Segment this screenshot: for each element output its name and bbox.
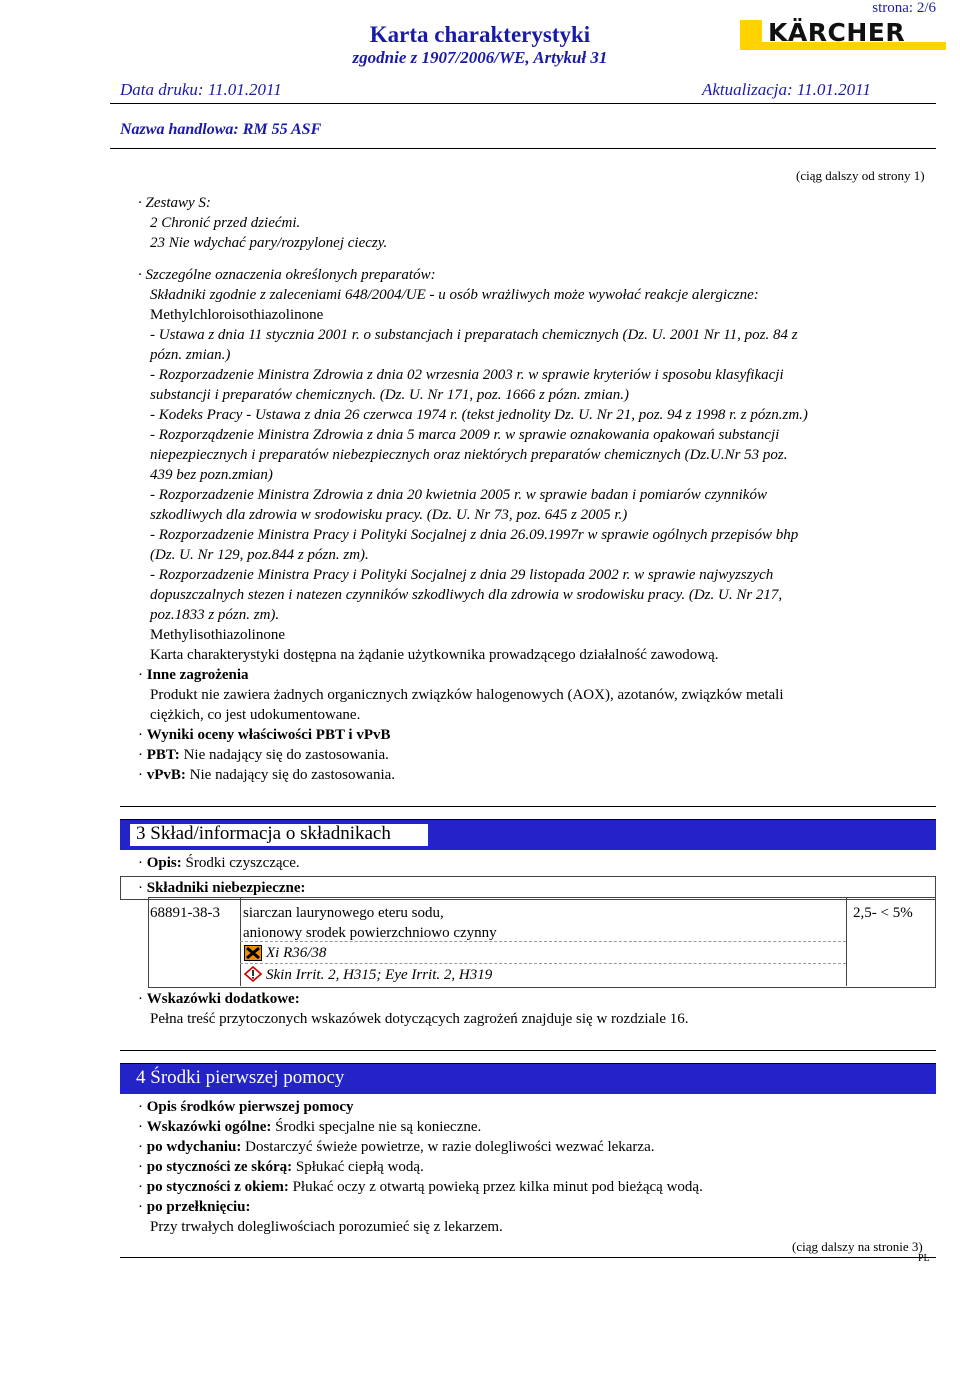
section-4-rule	[120, 1050, 936, 1051]
logo-wordmark: KÄRCHER	[768, 18, 906, 47]
other-hazards-line: ciężkich, co jest udokumentowane.	[150, 707, 361, 723]
first-aid-label: Opis środków pierwszej pomocy	[146, 1099, 354, 1115]
first-aid-heading: · Opis środków pierwszej pomocy	[138, 1099, 354, 1115]
continued-to: (ciąg dalszy na stronie 3)	[792, 1239, 923, 1254]
ingredient-name: anionowy srodek powierzchniowo czynny	[243, 925, 497, 941]
eye-label: po styczności z okiem:	[146, 1179, 289, 1195]
eye-value: Płukać oczy z otwartą powieką przez kilka minut pod bieżącą wodą.	[288, 1179, 703, 1195]
special-line: dopuszczalnych stezen i natezen czynników szkodliwych dla zdrowia w srodowisku pracy. (Dz. U. Nr 217,	[150, 587, 783, 603]
after-inhalation: · po wdychaniu: Dostarczyć świeże powietrze, w razie dolegliwości wezwać lekarza.	[138, 1139, 655, 1155]
desc-label: Opis:	[146, 855, 182, 871]
swallow-text: Przy trwałych dolegliwościach porozumieć się z lekarzem.	[150, 1219, 503, 1235]
extra-text: Pełna treść przytoczonych wskazówek dotyczących zagrożeń znajduje się w rozdziale 16.	[150, 1011, 689, 1027]
desc-value: Środki czyszczące.	[181, 855, 300, 871]
table-dashed-divider	[240, 941, 846, 942]
composition-desc: · Opis: Środki czyszczące.	[138, 855, 300, 871]
hazardous-heading: · Składniki niebezpieczne:	[138, 880, 306, 896]
special-line: pózn. zmian.)	[150, 347, 231, 363]
special-line: Karta charakterystyki dostępna na żądanie użytkownika prowadzącego działalność zawodową.	[150, 647, 719, 663]
s-set-item: 2 Chronić przed dziećmi.	[150, 215, 301, 231]
special-line: 439 bez pozn.zmian)	[150, 467, 273, 483]
other-hazards-label: Inne zagrożenia	[146, 667, 249, 683]
special-label: · Szczególne oznaczenia określonych preparatów:	[138, 267, 436, 283]
special-line: - Rozporzadzenie Ministra Pracy i Polityki Socjalnej z dnia 26.09.1997r w sprawie ogólnych przepisów bhp	[150, 527, 799, 543]
s-sets-label: · Zestawy S:	[138, 195, 211, 211]
special-line: Methylchloroisothiazolinone	[150, 307, 324, 323]
exclamation-diamond-icon	[244, 966, 262, 982]
ingredient-classification-dsd: Xi R36/38	[266, 945, 327, 961]
pbt-row: · PBT: Nie nadający się do zastosowania.	[138, 747, 389, 763]
pbt-label: PBT:	[146, 747, 180, 763]
ingredient-classification-clp: Skin Irrit. 2, H315; Eye Irrit. 2, H319	[266, 967, 493, 983]
special-line: - Ustawa z dnia 11 stycznia 2001 r. o substancjach i preparatach chemicznych (Dz. U. 2001 Nr 11, poz. 84 z	[150, 327, 798, 343]
special-line: substancji i preparatów chemicznych. (Dz. U. Nr 171, poz. 1666 z pózn. zmian.)	[150, 387, 630, 403]
ingredient-concentration: 2,5- < 5%	[853, 905, 913, 921]
inhale-label: po wdychaniu:	[146, 1139, 242, 1155]
trade-name-divider	[110, 148, 936, 149]
vpvb-value: Nie nadający się do zastosowania.	[185, 767, 396, 783]
table-col-divider	[846, 897, 847, 986]
special-line: - Rozporzadzenie Ministra Zdrowia z dnia 02 wrzesnia 2003 r. w sprawie kryteriów i sposobu klasyfikacji	[150, 367, 784, 383]
other-hazards-line: Produkt nie zawiera żadnych organicznych związków halogenowych (AOX), azotanów, związków metali	[150, 687, 784, 703]
general-value: Środki specjalne nie są konieczne.	[271, 1119, 482, 1135]
special-line: szkodliwych dla zdrowia w srodowisku pracy. (Dz. U. Nr 73, poz. 645 z 2005 r.)	[150, 507, 628, 523]
hazardous-label: Składniki niebezpieczne:	[146, 880, 306, 896]
ingredient-cas: 68891-38-3	[150, 905, 220, 921]
karcher-logo	[738, 14, 948, 62]
section-3-rule	[120, 806, 936, 807]
language-code: PL	[918, 1253, 930, 1264]
special-line: poz.1833 z pózn. zm).	[150, 607, 280, 623]
skin-value: Spłukać ciepłą wodą.	[292, 1159, 424, 1175]
footer-divider	[120, 1257, 936, 1258]
section-4-title: 4 Środki pierwszej pomocy	[136, 1067, 345, 1088]
vpvb-label: vPvB:	[146, 767, 186, 783]
special-line: (Dz. U. Nr 129, poz.844 z pózn. zm).	[150, 547, 369, 563]
extra-label: Wskazówki dodatkowe:	[146, 991, 300, 1007]
after-swallowing: · po przełknięciu:	[138, 1199, 251, 1215]
table-dashed-divider	[240, 963, 846, 964]
continued-from: (ciąg dalszy od strony 1)	[796, 168, 925, 183]
document-subtitle: zgodnie z 1907/2006/WE, Artykuł 31	[352, 48, 608, 67]
after-skin-contact: · po styczności ze skórą: Spłukać ciepłą wodą.	[138, 1159, 424, 1175]
other-hazards-heading: · Inne zagrożenia	[138, 667, 249, 683]
special-line: - Rozporzadzenie Ministra Pracy i Polityki Socjalnej z dnia 29 listopada 2002 r. w sprawie najwyzszych	[150, 567, 774, 583]
special-line: - Rozporzadzenie Ministra Zdrowia z dnia 20 kwietnia 2005 r. w sprawie badan i pomiarów czynników	[150, 487, 767, 503]
pbt-assessment-label: Wyniki oceny właściwości PBT i vPvB	[146, 727, 391, 743]
special-line: - Rozporządzenie Ministra Zdrowia z dnia 5 marca 2009 r. w sprawie oznakowania opakowań substancji	[150, 427, 780, 443]
update-date: Aktualizacja: 11.01.2011	[702, 80, 871, 99]
special-line: Methylisothiazolinone	[150, 627, 285, 643]
ingredient-name: siarczan laurynowego eteru sodu,	[243, 905, 444, 921]
special-line: niepezpiecznych i preparatów niebezpiecznych oraz niektórych preparatów chemicznych (Dz.U.Nr 53 poz.	[150, 447, 788, 463]
swallow-label: po przełknięciu:	[146, 1199, 251, 1215]
section-3-bar	[120, 819, 936, 850]
pbt-value: Nie nadający się do zastosowania.	[179, 747, 389, 763]
section-3-title: 3 Skład/informacja o składnikach	[136, 823, 391, 844]
extra-heading: · Wskazówki dodatkowe:	[138, 991, 300, 1007]
page-number: strona: 2/6	[872, 0, 936, 16]
special-line: - Kodeks Pracy - Ustawa z dnia 26 czerwca 1974 r. (tekst jednolity Dz. U. Nr 21, poz. 94 z 1998 r. z pózn.zm.)	[150, 407, 808, 423]
harmful-x-icon	[244, 945, 262, 961]
section-4-bar	[120, 1063, 936, 1094]
special-line: Składniki zgodnie z zaleceniami 648/2004/UE - u osób wrażliwych może wywołać reakcje alergiczne:	[150, 287, 759, 303]
inhale-value: Dostarczyć świeże powietrze, w razie dolegliwości wezwać lekarza.	[241, 1139, 655, 1155]
s-set-item: 23 Nie wdychać pary/rozpylonej cieczy.	[150, 235, 388, 251]
skin-label: po styczności ze skórą:	[146, 1159, 293, 1175]
pbt-heading: · Wyniki oceny właściwości PBT i vPvB	[138, 727, 391, 743]
general-advice: · Wskazówki ogólne: Środki specjalne nie są konieczne.	[138, 1119, 482, 1135]
trade-name: Nazwa handlowa: RM 55 ASF	[120, 121, 322, 138]
document-title: Karta charakterystyki	[369, 22, 591, 47]
header-divider	[110, 103, 936, 104]
after-eye-contact: · po styczności z okiem: Płukać oczy z otwartą powieką przez kilka minut pod bieżącą wodą.	[138, 1179, 703, 1195]
logo-mark	[740, 20, 762, 50]
general-label: Wskazówki ogólne:	[146, 1119, 272, 1135]
print-date: Data druku: 11.01.2011	[120, 80, 282, 99]
vpvb-row: · vPvB: Nie nadający się do zastosowania.	[138, 767, 396, 783]
